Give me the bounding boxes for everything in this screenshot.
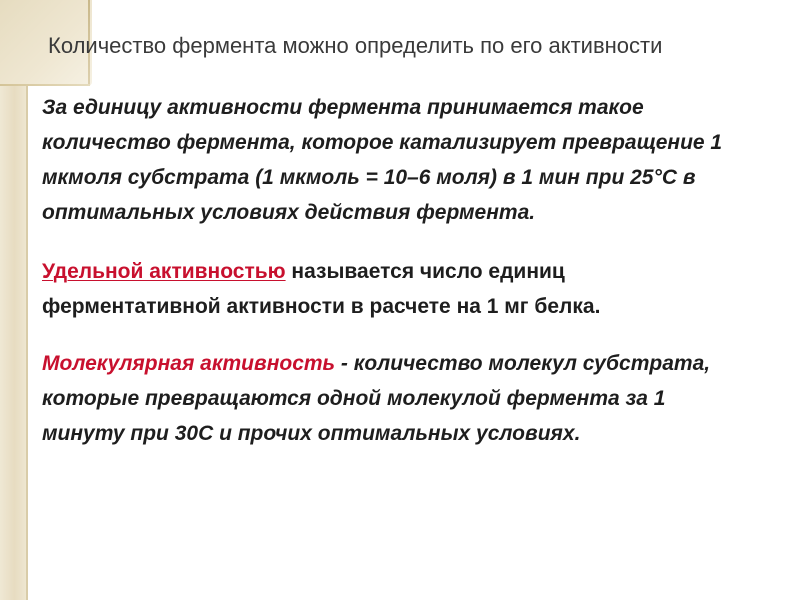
term-molecular-activity: Молекулярная активность xyxy=(42,352,336,375)
paragraph-activity-unit: За единицу активности фермента принимается такое количество фермента, которое катализирует превращение 1 мкмоля субстрата (1 мкмоль = 10–6 моля) в 1 мин при 25°С в оптимальных условиях действия фермента. xyxy=(42,96,723,224)
definition-specific-activity: называется число единиц ферментативной активности в расчете на 1 мг белка. xyxy=(42,260,601,318)
left-decorative-band xyxy=(0,0,26,600)
slide-title: Количество фермента можно определить по его активности xyxy=(48,33,663,58)
definition-molecular-activity: - количество молекул субстрата, которые превращаются одной молекулой фермента за 1 минуту при 30С и прочих оптимальных условиях. xyxy=(42,352,711,445)
term-specific-activity: Удельной активностью xyxy=(42,260,286,283)
paragraph-specific-activity xyxy=(42,254,742,324)
slide-body xyxy=(42,90,742,469)
paragraph-molecular-activity xyxy=(42,346,742,451)
corner-divider-horizontal xyxy=(0,84,90,86)
